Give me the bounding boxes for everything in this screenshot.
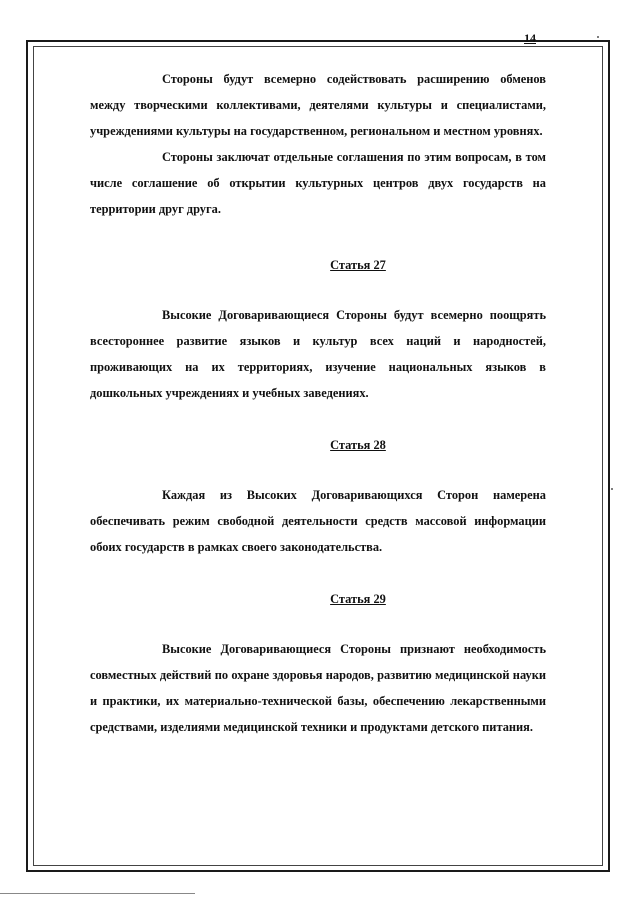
article-27-heading: Статья 27 <box>330 258 386 272</box>
intro-paragraph-2: Стороны заключат отдельные соглашения по этим вопросам, в том числе соглашение об открытии культурных центров двух государств на территории друг друга. <box>90 150 546 216</box>
article-29-text: Высокие Договаривающиеся Стороны признают необходимость совместных действий по охране здоровья народов, развитию медицинской науки и практики, их материально-технической базы, обеспечению лекарственными средствами, изделиями медицинской техники и продуктами детского питания. <box>90 642 546 734</box>
article-27-text: Высокие Договаривающиеся Стороны будут всемерно поощрять всестороннее развитие языков и культур всех наций и народностей, проживающих на их территориях, изучение национальных языков в дошкольных учреждениях и учебных заведениях. <box>90 308 546 400</box>
document-body <box>90 66 546 740</box>
scan-speck <box>611 488 613 490</box>
intro-paragraph-1: Стороны будут всемерно содействовать расширению обменов между творческими коллективами, деятелями культуры и специалистами, учреждениями культуры на государственном, региональном и местном уровнях. <box>90 72 546 138</box>
article-29-heading: Статья 29 <box>330 592 386 606</box>
article-28-text: Каждая из Высоких Договаривающихся Сторон намерена обеспечивать режим свободной деятельности средств массовой информации обоих государств в рамках своего законодательства. <box>90 488 546 554</box>
scan-speck <box>597 36 599 38</box>
article-28-heading: Статья 28 <box>330 438 386 452</box>
scan-edge-line <box>0 893 195 894</box>
page-number: 14 <box>524 31 536 45</box>
